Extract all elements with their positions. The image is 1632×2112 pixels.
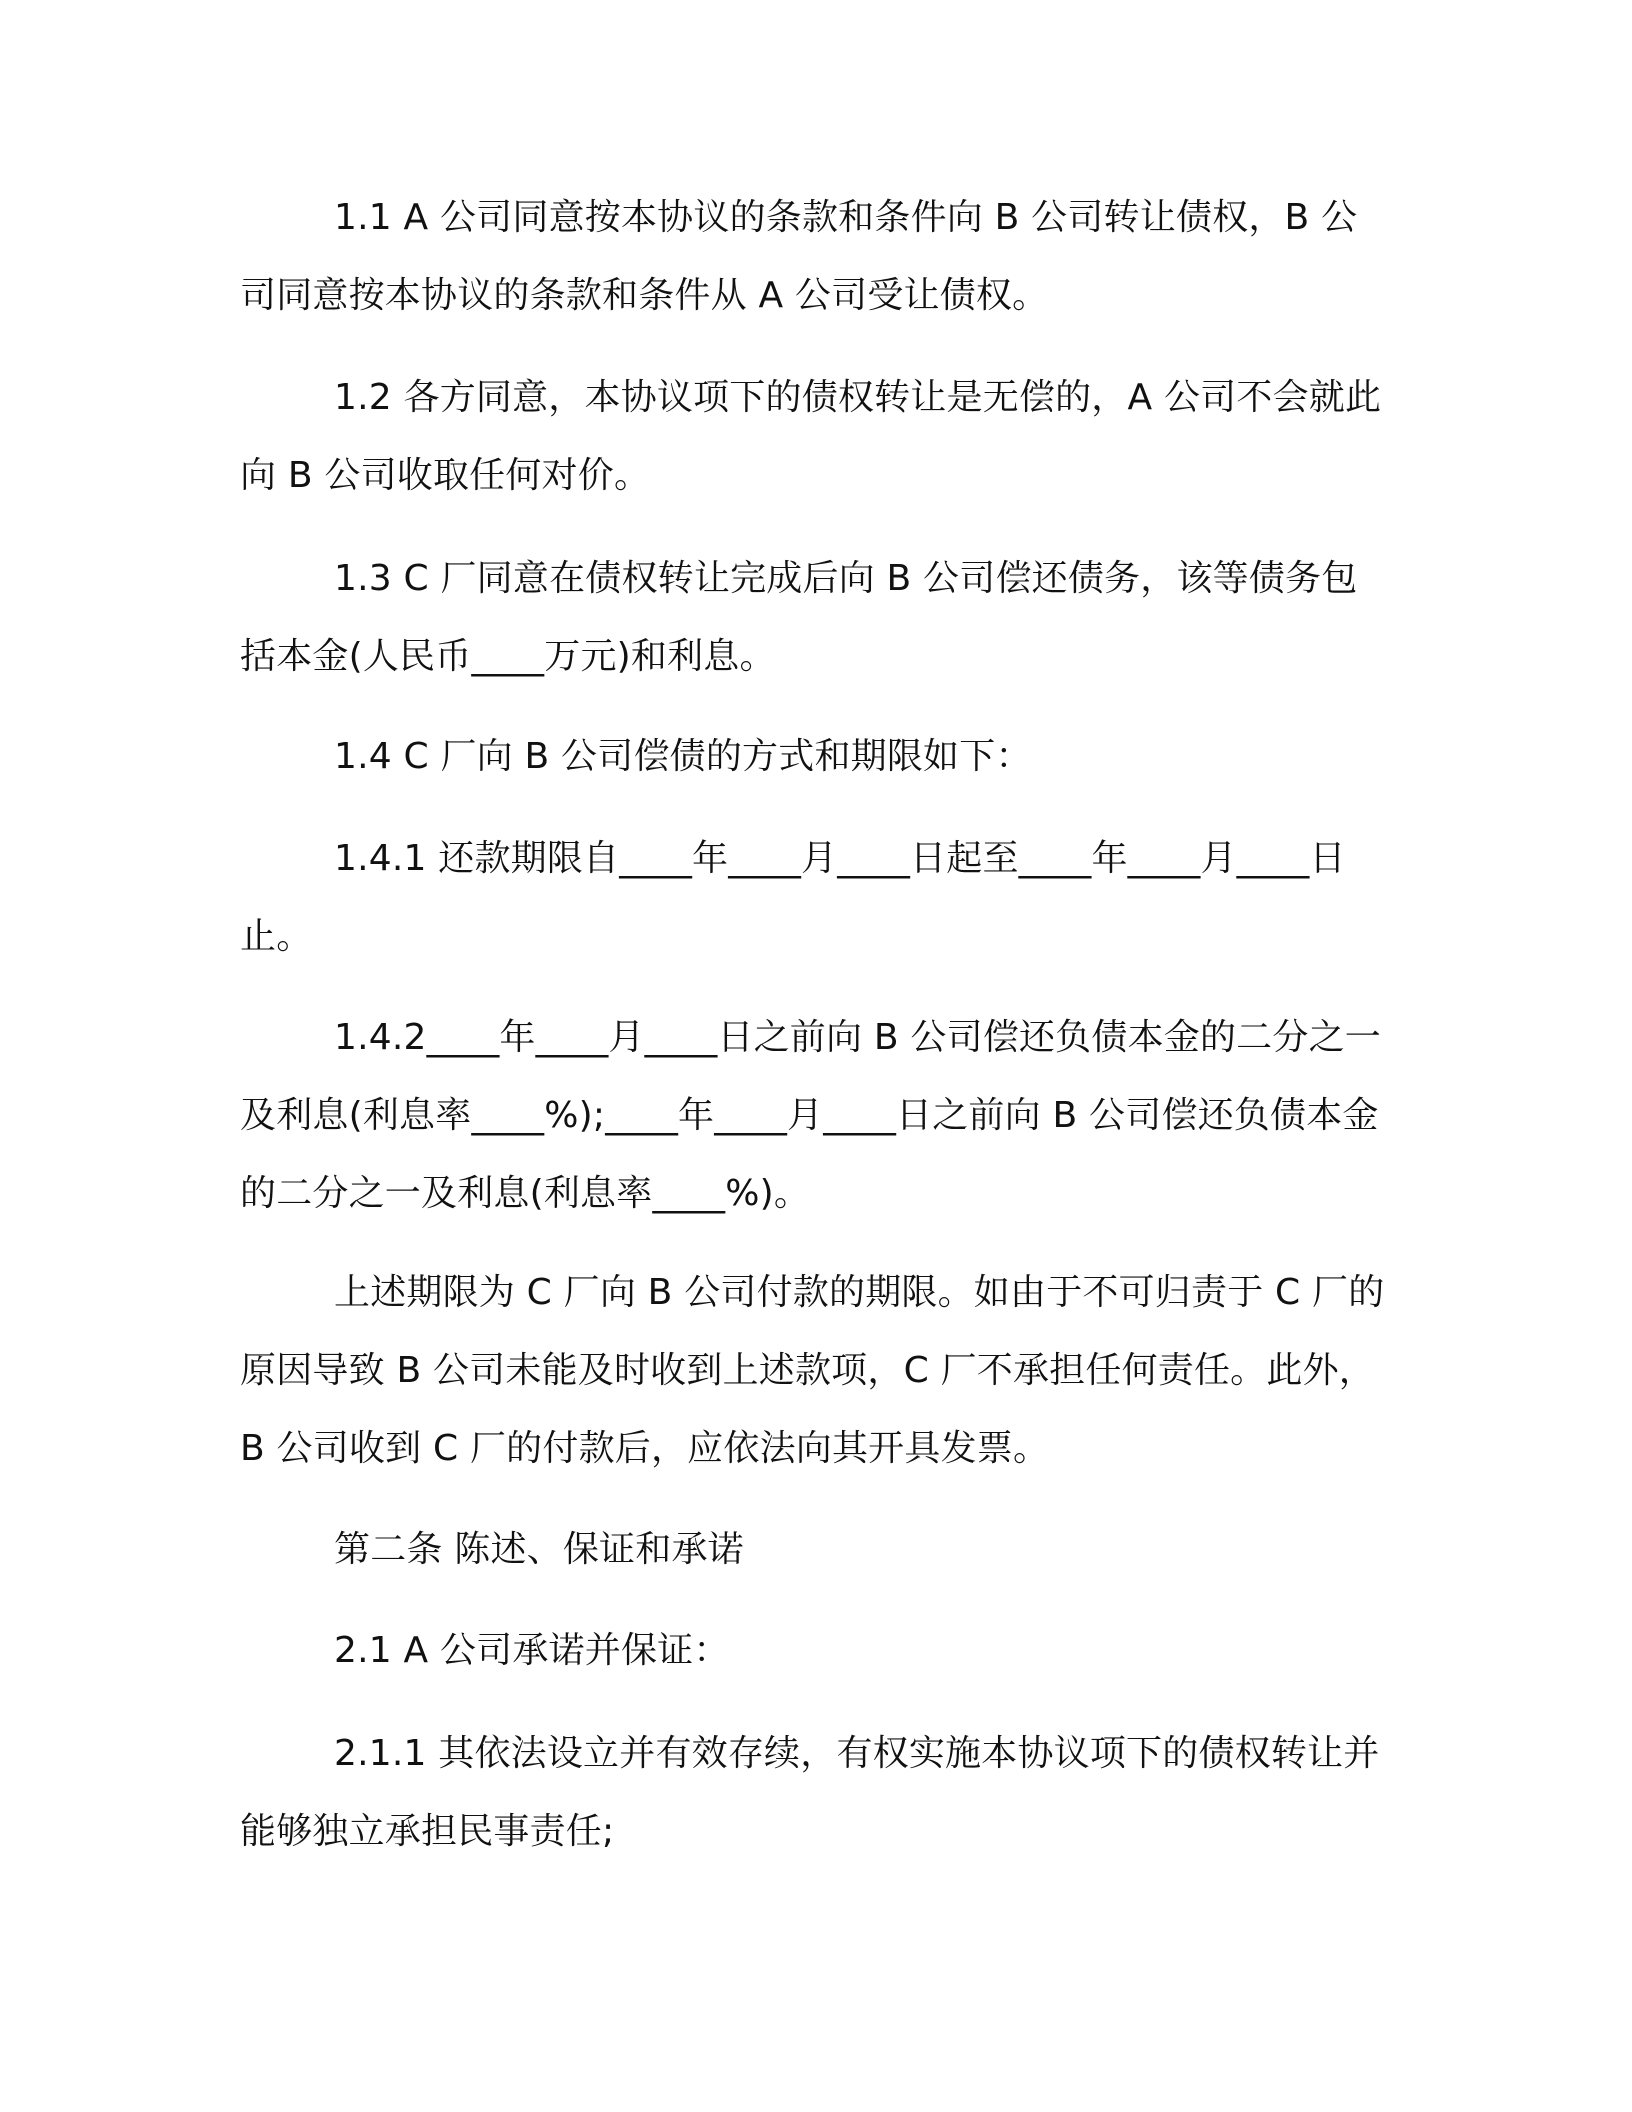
paragraph-1-2: 1.2 各方同意，本协议项下的债权转让是无偿的，A 公司不会就此向 B 公司收取任何对价。: [240, 377, 1382, 496]
paragraph-2-1-1: 2.1.1 其依法设立并有效存续，有权实施本协议项下的债权转让并能够独立承担民事责任;: [240, 1733, 1380, 1852]
section-heading-article-2: 第二条 陈述、保证和承诺: [334, 1529, 744, 1570]
paragraph-1-4-1: 1.4.1 还款期限自____年____月____日起至____年____月____日止。: [240, 838, 1346, 957]
paragraph-1-4-2: 1.4.2____年____月____日之前向 B 公司偿还负债本金的二分之一及利息(利息率____%);____年____月____日之前向 B 公司偿还负债本金的二分之一及利息(利息率____%)。: [240, 1017, 1381, 1214]
paragraph-2-1: 2.1 A 公司承诺并保证：: [334, 1630, 730, 1671]
paragraph-1-3: 1.3 C 厂同意在债权转让完成后向 B 公司偿还债务，该等债务包括本金(人民币____万元)和利息。: [240, 558, 1358, 677]
paragraph-1-4: 1.4 C 厂向 B 公司偿债的方式和期限如下：: [334, 736, 1032, 777]
paragraph-1-1: 1.1 A 公司同意按本协议的条款和条件向 B 公司转让债权，B 公司同意按本协议的条款和条件从 A 公司受让债权。: [240, 197, 1358, 316]
paragraph-term-note: 上述期限为 C 厂向 B 公司付款的期限。如由于不可归责于 C 厂的原因导致 B 公司未能及时收到上述款项，C 厂不承担任何责任。此外，B 公司收到 C 厂的付款后，应依法向其开具发票。: [240, 1272, 1385, 1469]
